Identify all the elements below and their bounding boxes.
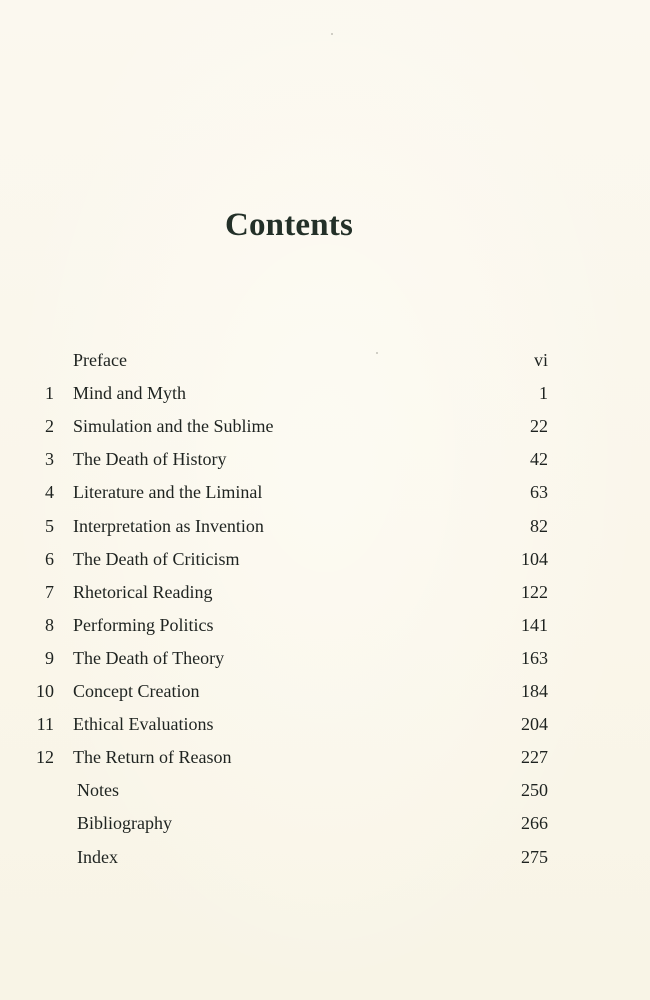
chapter-title: The Return of Reason <box>73 747 232 768</box>
chapter-title: Performing Politics <box>73 614 214 635</box>
toc-entry <box>0 410 650 443</box>
paper-speck <box>331 33 333 35</box>
chapter-number: 8 <box>45 614 54 635</box>
chapter-title: Rhetorical Reading <box>73 581 213 602</box>
toc-entry <box>0 443 650 476</box>
page-number: 122 <box>521 581 548 602</box>
chapter-number: 5 <box>45 515 54 536</box>
chapter-title: Bibliography <box>77 813 172 834</box>
chapter-title: Simulation and the Sublime <box>73 416 274 437</box>
page-number: 204 <box>521 714 548 735</box>
page-number: 1 <box>539 383 548 404</box>
toc-entry <box>0 576 650 609</box>
chapter-title: The Death of Criticism <box>73 548 240 569</box>
chapter-title: The Death of History <box>73 449 227 470</box>
page-number: 82 <box>530 515 548 536</box>
chapter-title: The Death of Theory <box>73 647 225 668</box>
page-number: 227 <box>521 747 548 768</box>
chapter-title: Interpretation as Invention <box>73 515 264 536</box>
chapter-number: 12 <box>36 747 54 768</box>
toc-entry <box>0 377 650 410</box>
chapter-title: Index <box>77 846 118 867</box>
toc-entry <box>0 476 650 509</box>
chapter-title: Ethical Evaluations <box>73 714 214 735</box>
chapter-number: 6 <box>45 548 54 569</box>
chapter-title: Concept Creation <box>73 681 200 701</box>
chapter-number: 7 <box>45 581 54 602</box>
toc-entry <box>0 807 650 840</box>
page-number: vi <box>533 350 548 370</box>
toc-entry <box>0 841 650 874</box>
chapter-number: 4 <box>45 482 54 503</box>
page-number: 104 <box>521 548 548 569</box>
chapter-title: Literature and the Liminal <box>73 482 263 503</box>
toc-entry <box>0 543 650 576</box>
chapter-title: Mind and Myth <box>73 383 187 404</box>
chapter-title: Notes <box>77 780 119 801</box>
page-number: 22 <box>530 416 548 437</box>
page-number: 63 <box>530 482 548 503</box>
page-number: 141 <box>521 614 548 635</box>
page-number: 184 <box>521 681 548 701</box>
toc-entry <box>0 675 650 708</box>
page-number: 275 <box>521 846 548 867</box>
page-number: 163 <box>521 647 548 668</box>
toc-entry <box>0 741 650 774</box>
toc-entry <box>0 510 650 543</box>
toc-entry <box>0 774 650 807</box>
toc-entry <box>0 642 650 675</box>
page-number: 250 <box>521 780 548 801</box>
chapter-number: 3 <box>45 449 54 470</box>
page-title: Contents <box>224 207 354 243</box>
chapter-number: 1 <box>45 383 54 404</box>
toc-entry <box>0 708 650 741</box>
chapter-number: 2 <box>45 416 54 437</box>
chapter-number: 11 <box>36 714 54 735</box>
page-number: 42 <box>530 449 548 470</box>
page-number: 266 <box>521 813 548 834</box>
chapter-title: Preface <box>73 350 127 370</box>
paper-speck <box>376 352 378 354</box>
chapter-number: 10 <box>36 681 54 701</box>
toc-entry <box>0 609 650 642</box>
toc-entry <box>0 344 650 377</box>
chapter-number: 9 <box>45 647 54 668</box>
